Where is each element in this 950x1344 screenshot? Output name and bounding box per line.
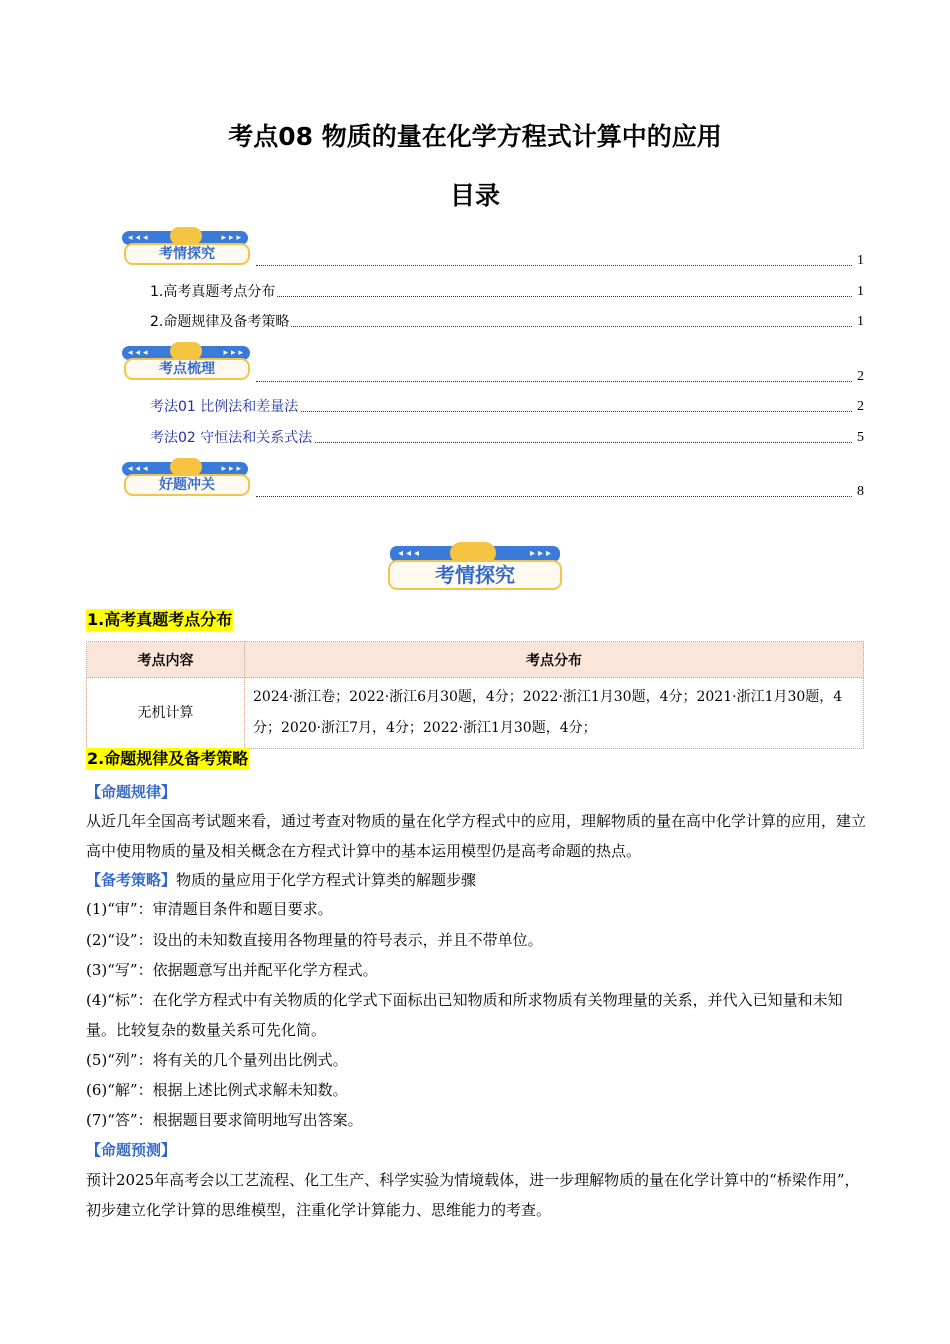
- section-badge-kaoqing: [386, 546, 564, 592]
- step-item: (3)“写”：依据题意写出并配平化学方程式。: [86, 961, 378, 979]
- table-cell: 无机计算: [87, 678, 245, 749]
- tag-label: 【备考策略】: [86, 871, 177, 889]
- banner-bar: ◂◂◂ ▸▸▸: [390, 546, 560, 562]
- rule-tag: [86, 777, 866, 807]
- badge-label: 考情探究: [388, 560, 562, 590]
- step-item: (7)“答”：根据题目要求简明地写出答案。: [86, 1111, 363, 1129]
- banner-bar: ◂◂◂ ▸▸▸: [122, 231, 248, 245]
- exam-distribution-table: [86, 641, 864, 749]
- table-cell: 2024·浙江卷；2022·浙江6月30题，4分；2022·浙江1月30题，4分；2021·浙江1月30题，4分；2020·浙江7月，4分；2022·浙江1月30题，4分；: [245, 678, 864, 749]
- toc-leader: [256, 381, 852, 382]
- toc-page: 2: [857, 399, 864, 414]
- toc-row[interactable]: [150, 282, 864, 302]
- badge-label: 考点梳理: [124, 358, 250, 380]
- document-title: 考点08 物质的量在化学方程式计算中的应用: [228, 122, 722, 151]
- toc-leader: [256, 265, 852, 266]
- toc-label: 2.命题规律及备考策略: [150, 314, 290, 330]
- toc-row[interactable]: [150, 428, 864, 448]
- toc-page: 8: [857, 484, 864, 499]
- banner-bar: ◂◂◂ ▸▸▸: [122, 462, 248, 476]
- toc-page: 2: [857, 369, 864, 384]
- tag-label: 【命题预测】: [86, 1141, 177, 1159]
- section-heading: 1.高考真题考点分布: [87, 610, 233, 629]
- badge-label: 考情探究: [124, 243, 250, 265]
- section-heading: 2.命题规律及备考策略: [87, 749, 249, 768]
- toc-badge-kaodian[interactable]: [122, 346, 252, 380]
- rule-paragraph: 从近几年全国高考试题来看，通过考查对物质的量在化学方程式中的应用，理解物质的量在高中化学计算的应用，建立高中使用物质的量及相关概念在方程式计算中的基本运用模型仍是高考命题的热点。: [86, 812, 867, 860]
- step-item: (6)“解”：根据上述比例式求解未知数。: [86, 1081, 348, 1099]
- toc-leader: [256, 496, 852, 497]
- toc-page: 5: [857, 430, 864, 445]
- forecast-paragraph: 预计2025年高考会以工艺流程、化工生产、科学实验为情境载体，进一步理解物质的量在化学计算中的“桥梁作用”，初步建立化学计算的思维模型，注重化学计算能力、思维能力的考查。: [86, 1171, 860, 1219]
- toc-title: 目录: [449, 181, 500, 210]
- table-header: 考点分布: [245, 642, 864, 678]
- toc-badge-kaoqing[interactable]: [122, 231, 252, 265]
- forecast-tag: [86, 1135, 866, 1165]
- strategy-intro: 物质的量应用于化学方程式计算类的解题步骤: [176, 871, 477, 889]
- toc-label: 考法02 守恒法和关系式法: [150, 430, 313, 446]
- toc-badge-haoti[interactable]: [122, 462, 252, 496]
- toc-page: 1: [857, 253, 864, 268]
- toc-label: 考法01 比例法和差量法: [150, 399, 299, 415]
- toc-label: 1.高考真题考点分布: [150, 284, 276, 300]
- step-item: (5)“列”：将有关的几个量列出比例式。: [86, 1051, 348, 1069]
- toc-page: 1: [857, 314, 864, 329]
- toc-row[interactable]: [256, 482, 864, 502]
- toc-row[interactable]: [150, 312, 864, 332]
- step-item: (4)“标”：在化学方程式中有关物质的化学式下面标出已知物质和所求物质有关物理量的关系，并代入已知量和未知量。比较复杂的数量关系可先化简。: [86, 991, 843, 1039]
- toc-row[interactable]: [150, 397, 864, 417]
- step-item: (2)“设”：设出的未知数直接用各物理量的符号表示，并且不带单位。: [86, 931, 543, 949]
- banner-bar: ◂◂◂ ▸▸▸: [122, 346, 250, 360]
- toc-page: 1: [857, 284, 864, 299]
- badge-label: 好题冲关: [124, 474, 250, 496]
- table-header: 考点内容: [87, 642, 245, 678]
- strategy-line: [86, 865, 866, 895]
- toc-row[interactable]: [256, 251, 864, 271]
- step-item: (1)“审”：审清题目条件和题目要求。: [86, 900, 333, 918]
- tag-label: 【命题规律】: [86, 783, 177, 801]
- table-header-row: [87, 642, 864, 678]
- table-row: [87, 678, 864, 749]
- toc-row[interactable]: [256, 367, 864, 387]
